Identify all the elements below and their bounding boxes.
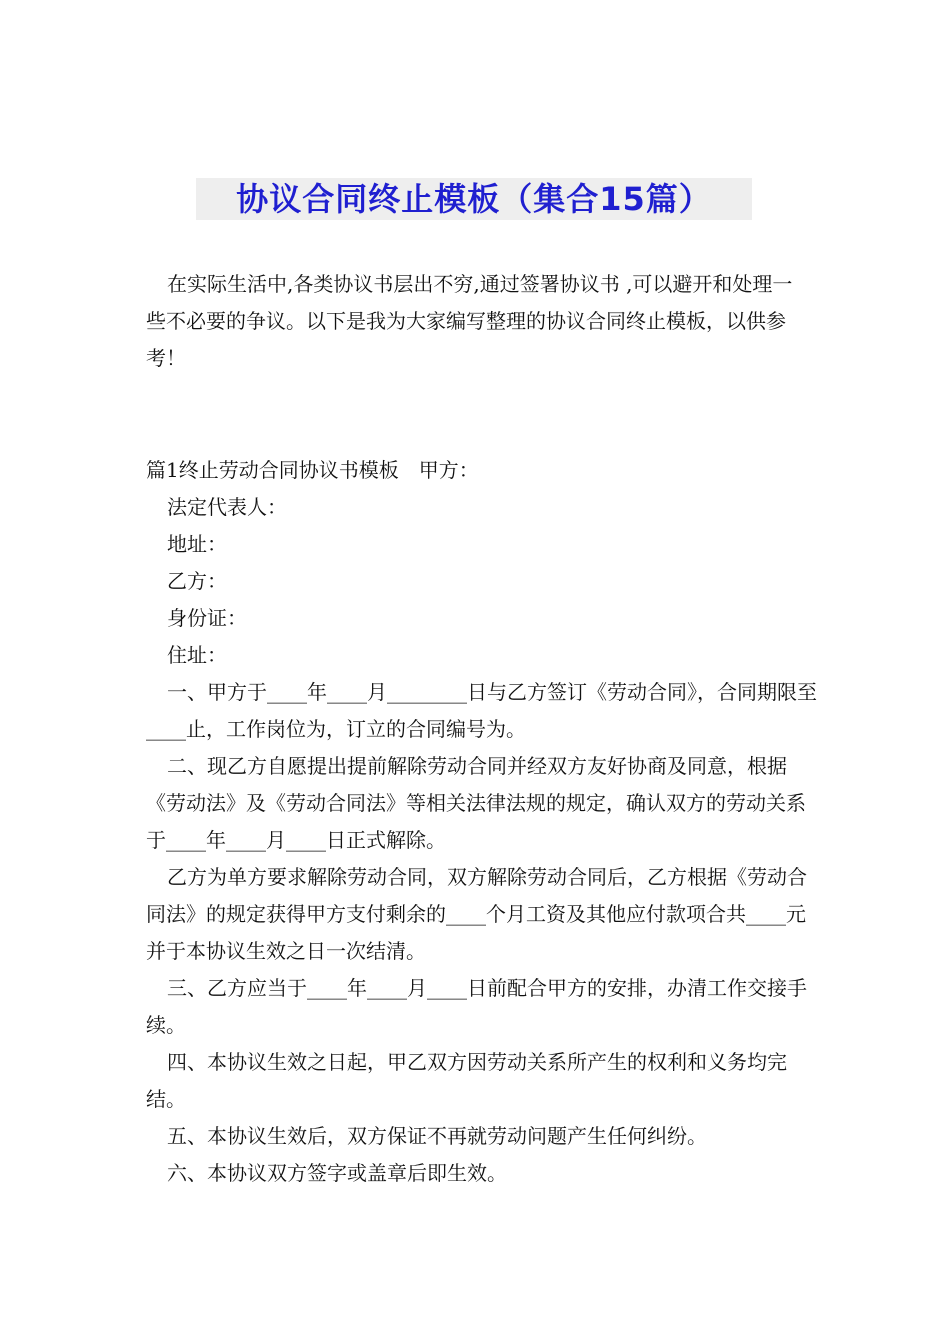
- clause-2: 二、现乙方自愿提出提前解除劳动合同并经双方友好协商及同意，根据《劳动法》及《劳动合同法》等相关法律法规的规定，确认双方的劳动关系于____年____月____日正式解除。: [146, 754, 806, 852]
- section-heading: 篇1终止劳动合同协议书模板 甲方：: [146, 458, 479, 482]
- field-address: 地址：: [167, 532, 227, 556]
- clause-1: 一、甲方于____年____月________日与乙方签订《劳动合同》，合同期限至____止，工作岗位为，订立的合同编号为。: [146, 680, 817, 741]
- clause-6: 六、本协议双方签字或盖章后即生效。: [167, 1161, 507, 1185]
- field-legal-representative: 法定代表人：: [167, 495, 287, 519]
- contract-body: [146, 452, 822, 1192]
- field-party-b: 乙方：: [167, 569, 227, 593]
- clause-2-supplement: 乙方为单方要求解除劳动合同，双方解除劳动合同后，乙方根据《劳动合同法》的规定获得甲方支付剩余的____个月工资及其他应付款项合共____元并于本协议生效之日一次结清。: [146, 865, 807, 963]
- intro-paragraph: 在实际生活中,各类协议书层出不穷,通过签署协议书 ,可以避开和处理一些不必要的争议。以下是我为大家编写整理的协议合同终止模板，以供参考！: [146, 272, 793, 370]
- document-title: 协议合同终止模板（集合15篇）: [196, 178, 752, 220]
- field-residence: 住址：: [167, 643, 227, 667]
- clause-3: 三、乙方应当于____年____月____日前配合甲方的安排，办清工作交接手续。: [146, 976, 807, 1037]
- clause-4: 四、本协议生效之日起，甲乙双方因劳动关系所产生的权利和义务均完结。: [146, 1050, 787, 1111]
- clause-5: 五、本协议生效后，双方保证不再就劳动问题产生任何纠纷。: [167, 1124, 707, 1148]
- field-id-card: 身份证：: [167, 606, 247, 630]
